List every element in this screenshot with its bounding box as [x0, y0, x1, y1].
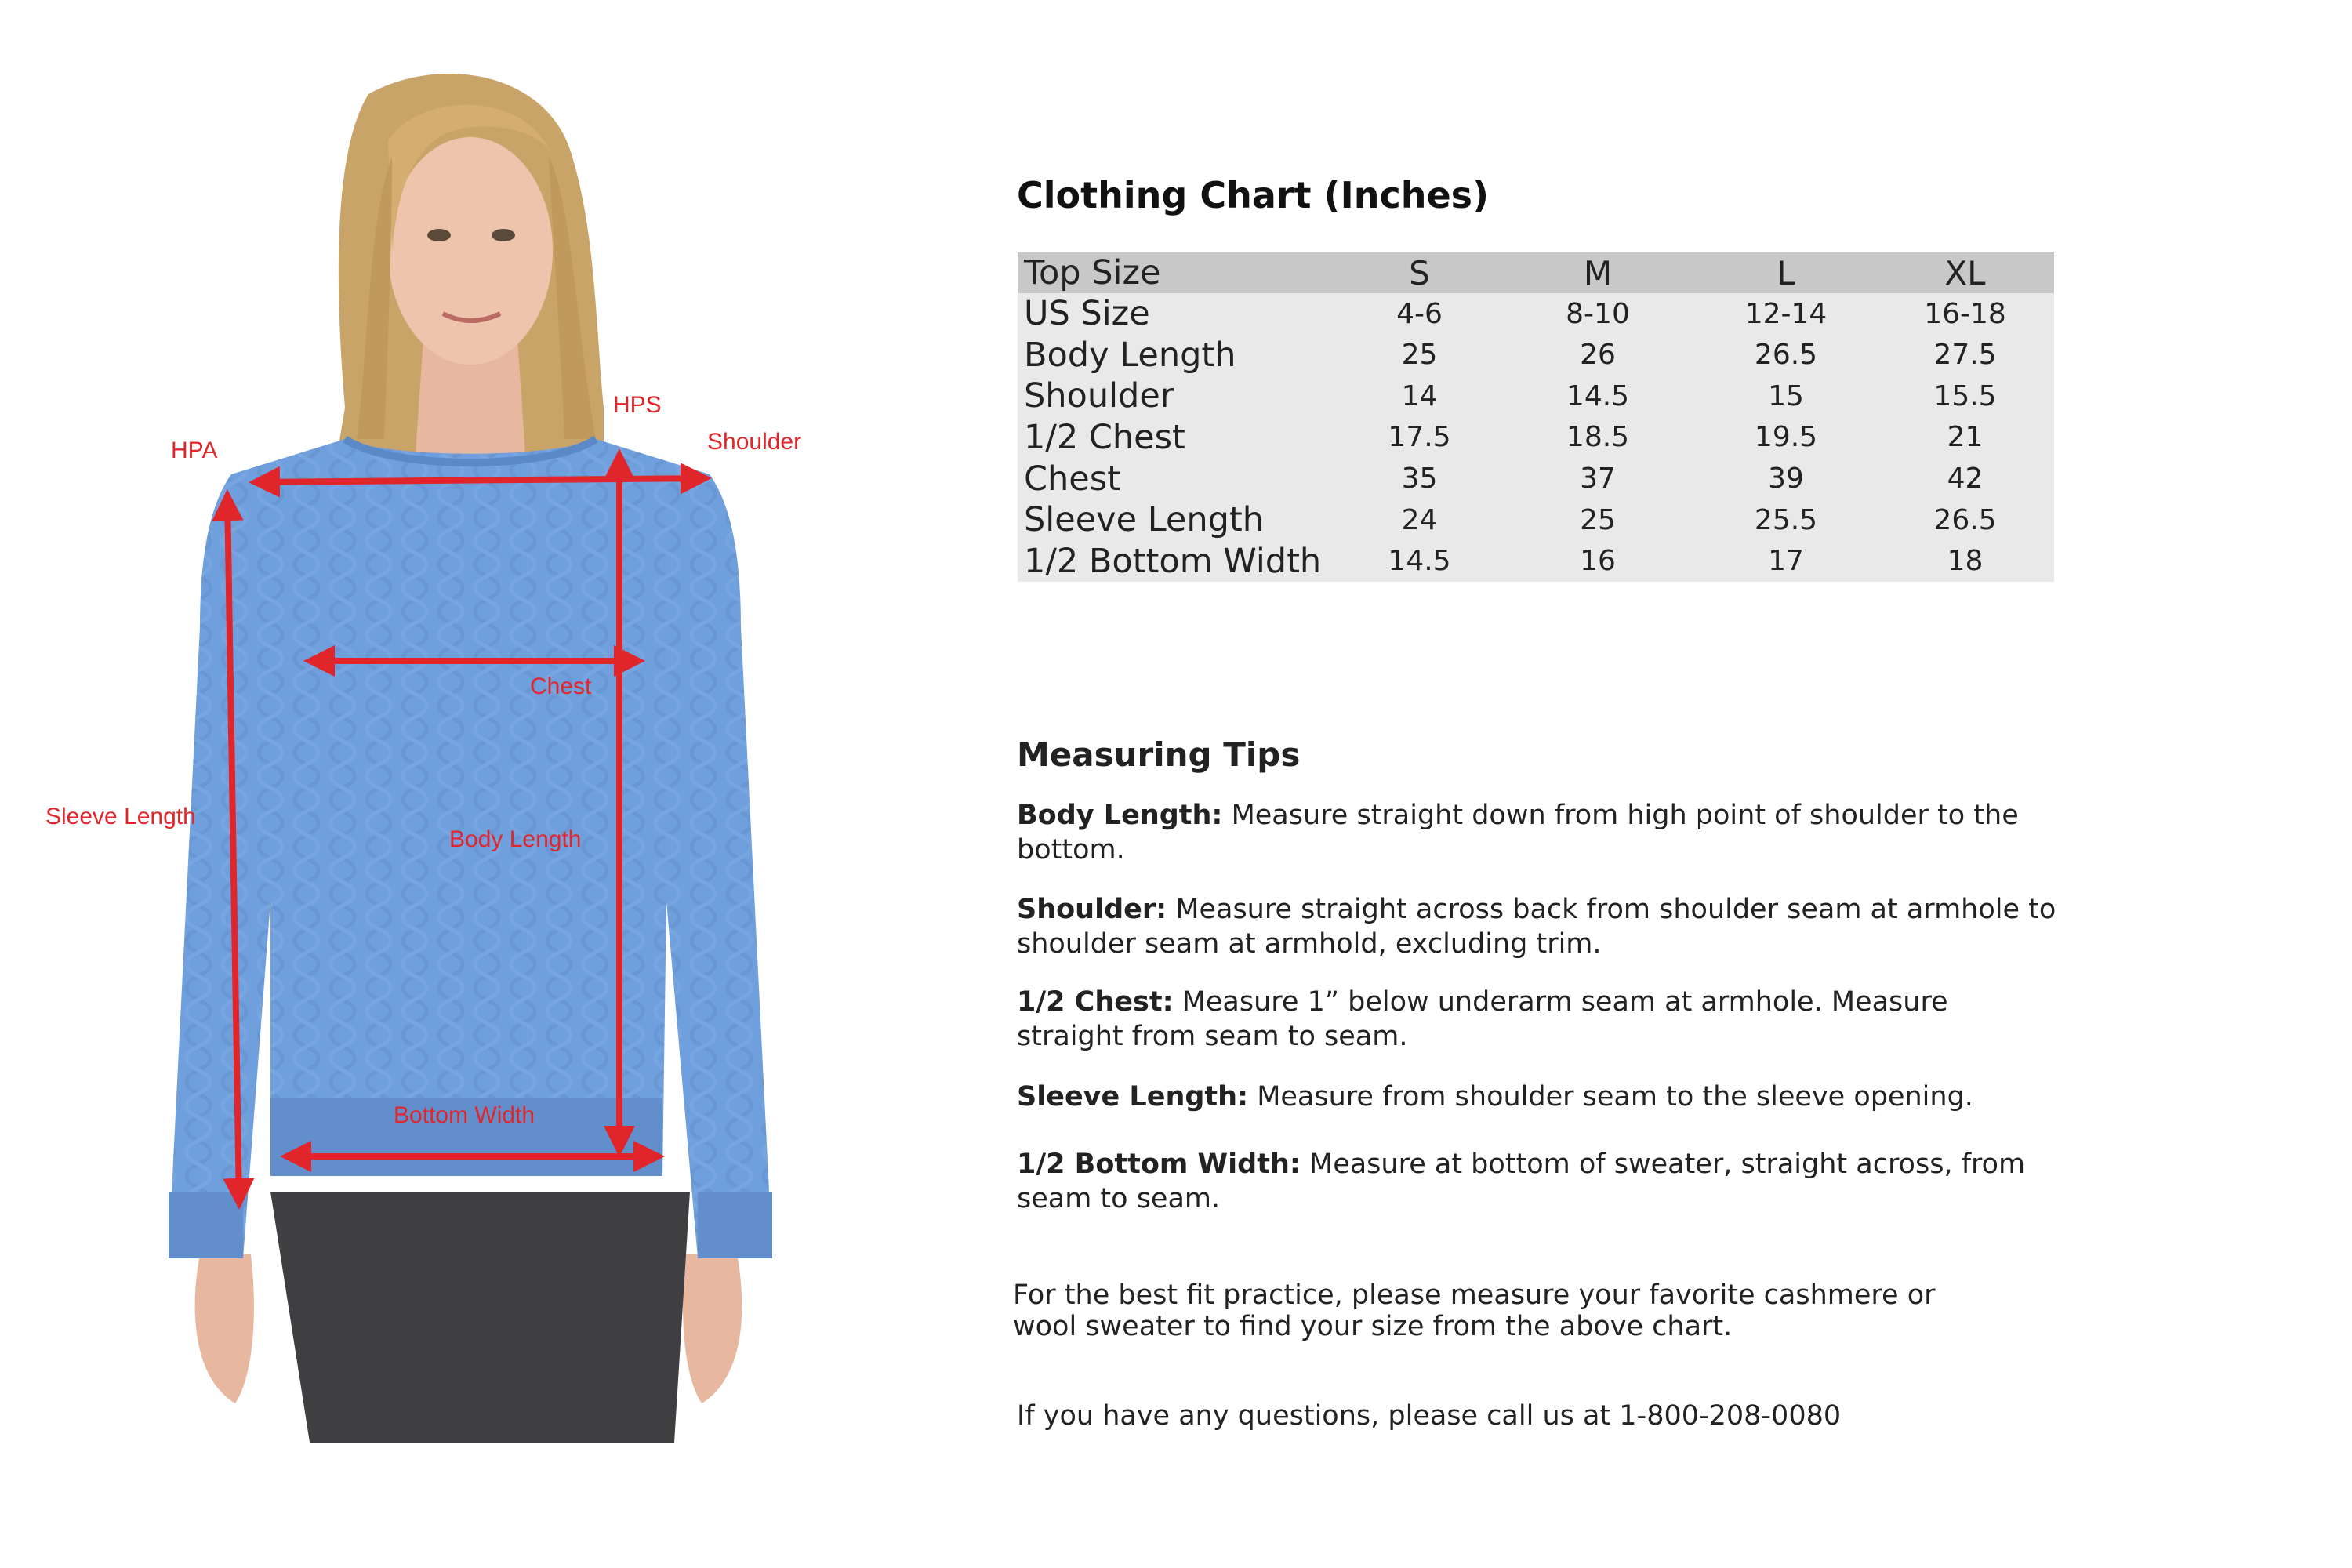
chest-label: Chest [530, 673, 592, 699]
table-cell: 27.5 [1933, 339, 1997, 372]
tip-term: 1/2 Bottom Width: [1017, 1149, 1301, 1180]
size-header: L [1777, 253, 1795, 292]
face [388, 137, 553, 365]
fit-note: For the best fit practice, please measure your favorite cashmere or wool sweater to find your size from the above chart. [1013, 1279, 1936, 1342]
table-cell: 39 [1768, 463, 1804, 495]
table-cell: 24 [1401, 503, 1438, 536]
table-cell: 12-14 [1744, 297, 1828, 330]
table-cell: 37 [1580, 463, 1616, 495]
table-cell: 14.5 [1388, 545, 1451, 578]
row-label: Chest [1024, 459, 1120, 499]
table-row [1018, 499, 2054, 541]
table-cell: 26.5 [1933, 503, 1997, 536]
table-row [1018, 335, 2054, 376]
size-header: M [1583, 253, 1613, 292]
tip-term: Sleeve Length: [1017, 1081, 1249, 1112]
table-row [1018, 540, 2054, 582]
sleeve-length-label: Sleeve Length [45, 804, 196, 829]
table-cell: 25 [1580, 503, 1616, 536]
table-cell: 4-6 [1396, 297, 1443, 330]
shoulder-arrow [255, 478, 706, 482]
tip-term: 1/2 Chest: [1017, 986, 1174, 1018]
table-row [1018, 293, 2054, 335]
chart-title: Clothing Chart (Inches) [1017, 174, 1490, 216]
table-cell: 8-10 [1566, 297, 1630, 330]
tip-half-chest [1017, 985, 2060, 1054]
table-cell: 35 [1401, 463, 1438, 495]
table-cell: 16 [1580, 545, 1616, 578]
pants [270, 1192, 690, 1443]
tip-text: Measure at bottom of sweater, straight across, from seam to seam. [1017, 1149, 2026, 1214]
tip-term: Body Length: [1017, 800, 1223, 831]
row-label: Sleeve Length [1024, 500, 1265, 540]
table-cell: 17 [1768, 545, 1804, 578]
hps-label: HPS [613, 392, 662, 418]
table-row [1018, 458, 2054, 499]
table-cell: 26 [1580, 339, 1616, 372]
tip-shoulder [1017, 892, 2060, 961]
tip-body-length [1017, 798, 2060, 867]
hpa-label: HPA [171, 437, 218, 463]
table-row [1018, 417, 2054, 459]
tip-bottom-width [1017, 1147, 2060, 1216]
table-row [1018, 376, 2054, 417]
table-cell: 42 [1947, 463, 1984, 495]
size-chart-table [1018, 252, 2054, 582]
table-cell: 18 [1947, 545, 1984, 578]
model-figure [0, 0, 878, 1568]
table-cell: 25 [1401, 339, 1438, 372]
table-cell: 15 [1768, 379, 1804, 412]
model-illustration [0, 0, 878, 1568]
row-label: 1/2 Bottom Width [1024, 541, 1322, 581]
row-label: Shoulder [1024, 376, 1174, 416]
table-cell: 16-18 [1924, 297, 2006, 330]
header-label: Top Size [1024, 253, 1161, 292]
tip-text: Measure straight down from high point of shoulder to the bottom. [1017, 800, 2019, 866]
table-cell: 17.5 [1388, 421, 1451, 454]
table-cell: 15.5 [1933, 379, 1997, 412]
table-cell: 18.5 [1566, 421, 1630, 454]
right-hand [683, 1254, 742, 1403]
contact-note: If you have any questions, please call us at 1-800-208-0080 [1017, 1400, 1842, 1432]
table-cell: 14.5 [1566, 379, 1630, 412]
table-cell: 25.5 [1754, 503, 1818, 536]
tips-title: Measuring Tips [1017, 735, 1301, 774]
size-header: XL [1944, 253, 1986, 292]
table-cell: 26.5 [1754, 339, 1818, 372]
size-header: S [1409, 253, 1430, 292]
table-cell: 21 [1947, 421, 1984, 454]
tip-text: Measure from shoulder seam to the sleeve opening. [1248, 1081, 1973, 1112]
tip-text: Measure 1” below underarm seam at armhole. Measure straight from seam to seam. [1017, 986, 1948, 1052]
table-header-row [1018, 252, 2054, 293]
left-hand [195, 1254, 254, 1403]
row-label: US Size [1024, 294, 1150, 334]
table-cell: 14 [1401, 379, 1438, 412]
table-cell: 19.5 [1754, 421, 1818, 454]
tip-sleeve-length [1017, 1080, 2060, 1114]
row-label: 1/2 Chest [1024, 417, 1185, 457]
tip-term: Shoulder: [1017, 894, 1167, 925]
bottom-width-label: Bottom Width [394, 1102, 535, 1128]
shoulder-label: Shoulder [707, 429, 802, 455]
body-length-label: Body Length [449, 826, 582, 852]
tip-text: Measure straight across back from shoulder seam at armhole to shoulder seam at armhold, excluding trim. [1017, 894, 2056, 960]
row-label: Body Length [1024, 335, 1236, 375]
